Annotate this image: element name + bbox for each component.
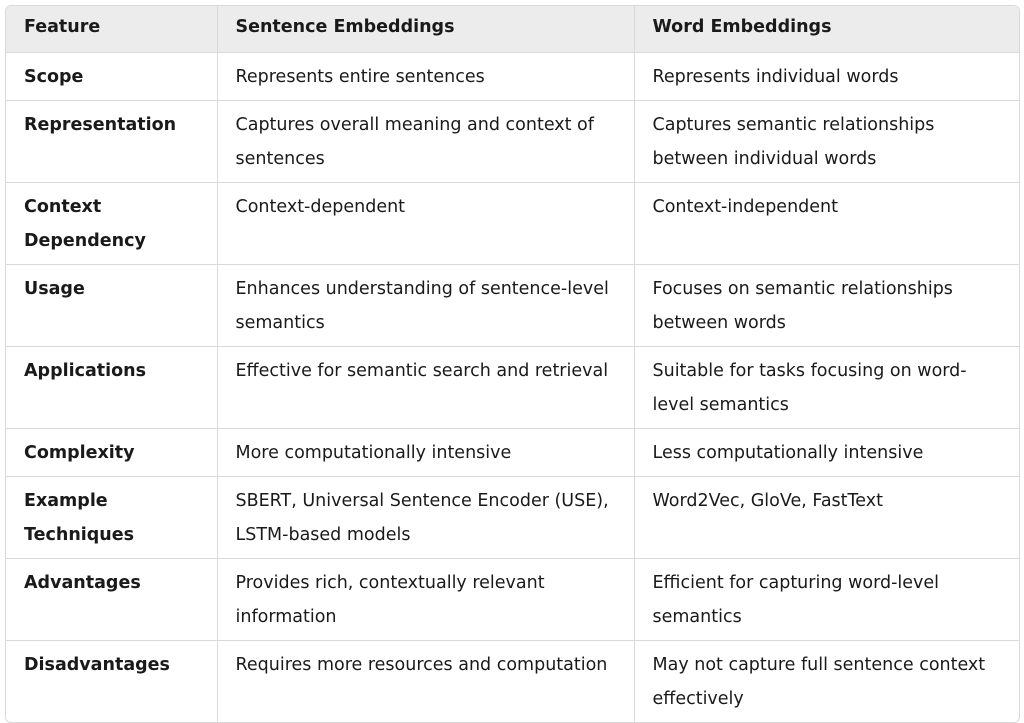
word-embeddings-cell: Suitable for tasks focusing on word-level semantics [634,347,1019,429]
sentence-embeddings-cell: Context-dependent [217,183,634,265]
feature-cell: Disadvantages [6,641,217,723]
table-row [6,559,1019,641]
table-body [6,53,1019,723]
word-embeddings-cell: May not capture full sentence context effectively [634,641,1019,723]
feature-cell: Complexity [6,429,217,477]
word-embeddings-cell: Captures semantic relationships between individual words [634,101,1019,183]
feature-cell: Advantages [6,559,217,641]
feature-cell: Applications [6,347,217,429]
header-feature: Feature [6,6,217,53]
word-embeddings-cell: Efficient for capturing word-level semantics [634,559,1019,641]
sentence-embeddings-cell: Captures overall meaning and context of sentences [217,101,634,183]
header-sentence-embeddings: Sentence Embeddings [217,6,634,53]
table-row [6,347,1019,429]
sentence-embeddings-cell: Represents entire sentences [217,53,634,101]
table-row [6,53,1019,101]
sentence-embeddings-cell: SBERT, Universal Sentence Encoder (USE), LSTM-based models [217,477,634,559]
sentence-embeddings-cell: Enhances understanding of sentence-level semantics [217,265,634,347]
table-row [6,477,1019,559]
feature-cell: Usage [6,265,217,347]
table-row [6,101,1019,183]
word-embeddings-cell: Focuses on semantic relationships between words [634,265,1019,347]
table-row [6,641,1019,723]
header-word-embeddings: Word Embeddings [634,6,1019,53]
feature-cell: Example Techniques [6,477,217,559]
word-embeddings-cell: Context-independent [634,183,1019,265]
sentence-embeddings-cell: More computationally intensive [217,429,634,477]
word-embeddings-cell: Less computationally intensive [634,429,1019,477]
word-embeddings-cell: Word2Vec, GloVe, FastText [634,477,1019,559]
word-embeddings-cell: Represents individual words [634,53,1019,101]
comparison-table-container [5,5,1020,723]
feature-cell: Context Dependency [6,183,217,265]
sentence-embeddings-cell: Requires more resources and computation [217,641,634,723]
feature-cell: Representation [6,101,217,183]
sentence-embeddings-cell: Effective for semantic search and retrieval [217,347,634,429]
table-row [6,429,1019,477]
table-row [6,265,1019,347]
table-header [6,6,1019,53]
header-row [6,6,1019,53]
sentence-embeddings-cell: Provides rich, contextually relevant information [217,559,634,641]
feature-cell: Scope [6,53,217,101]
table-row [6,183,1019,265]
comparison-table [6,6,1019,722]
